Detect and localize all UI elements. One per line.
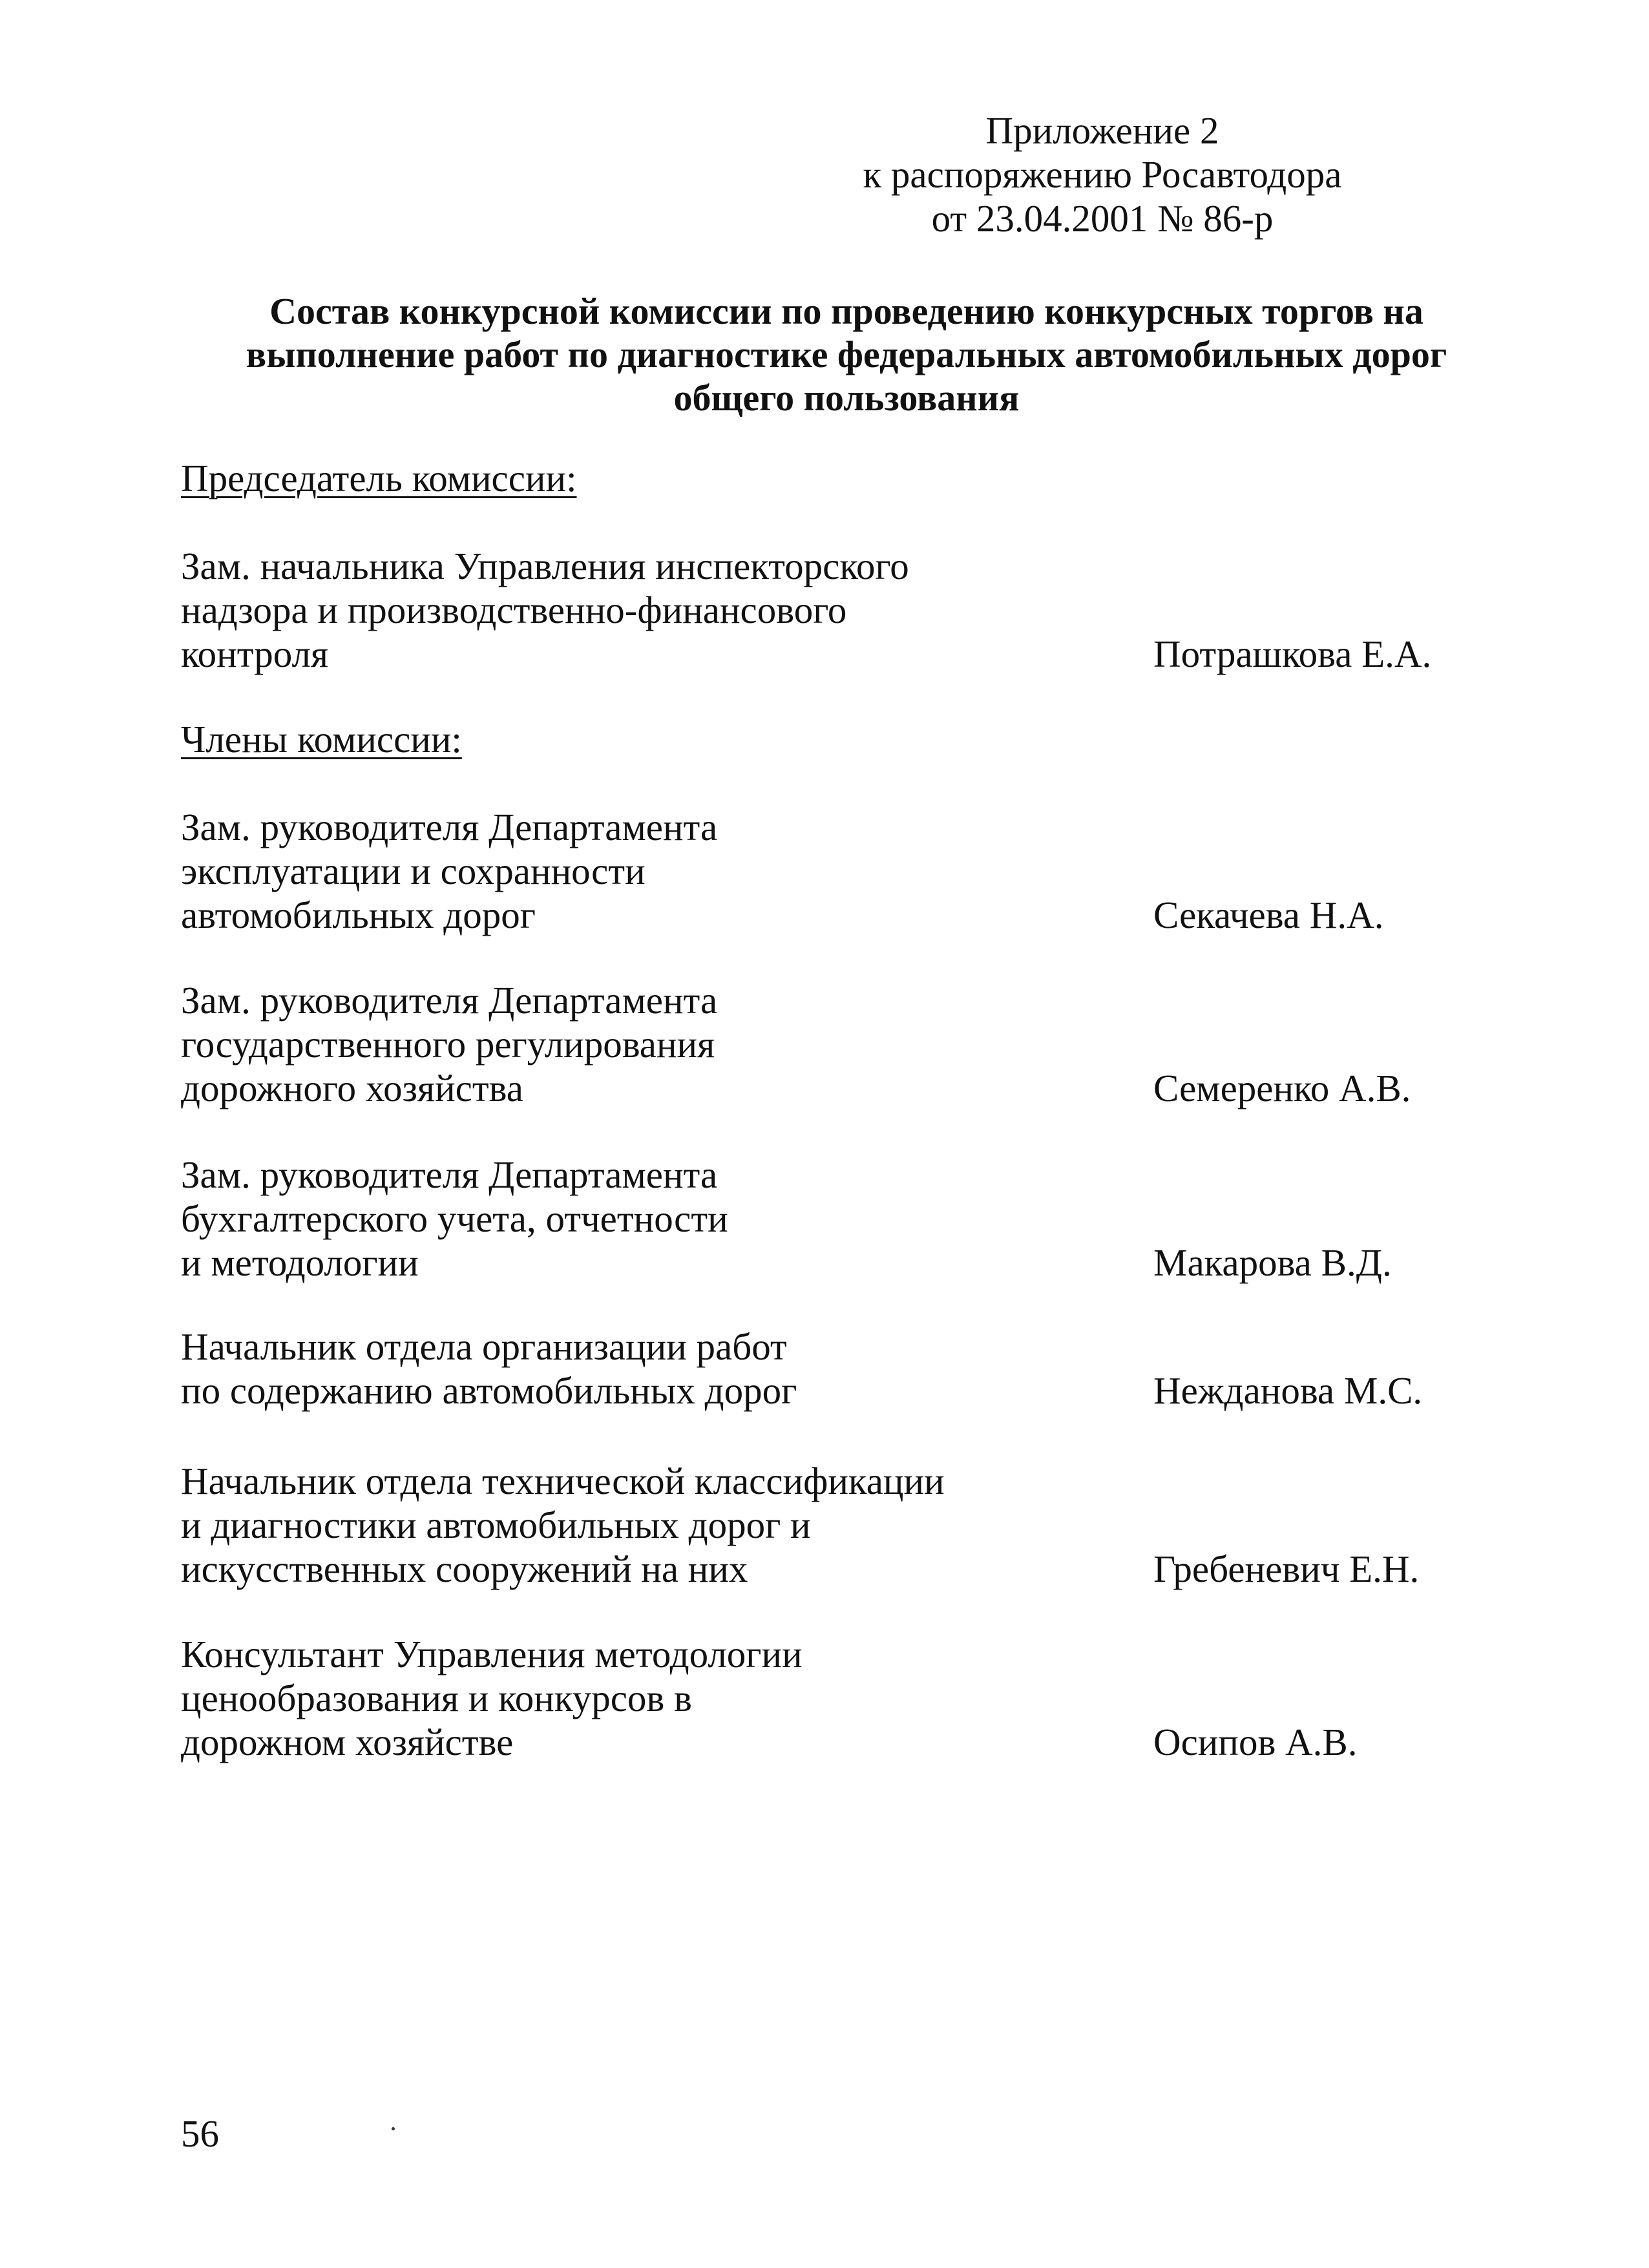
chairman-entry: [181, 540, 1441, 676]
page-number: 56: [181, 2112, 219, 2155]
position-line: Зам. руководителя Департамента: [181, 806, 718, 848]
annex-header: [779, 109, 1425, 240]
member-name: Макарова В.Д.: [1153, 1241, 1392, 1284]
member-position: [181, 1325, 1086, 1412]
member-name: Осипов А.В.: [1153, 1721, 1358, 1763]
member-entry: [181, 1628, 1441, 1764]
document-title: [162, 289, 1531, 419]
position-line: бухгалтерского учета, отчетности: [181, 1197, 728, 1240]
position-line: Начальник отдела технической классификации: [181, 1460, 945, 1502]
member-name: Секачева Н.А.: [1153, 894, 1384, 936]
position-line: контроля: [181, 633, 329, 675]
member-position: [181, 978, 1086, 1110]
annex-number: Приложение 2: [985, 109, 1219, 152]
member-position: [181, 1459, 1086, 1591]
chairman-heading: Председатель комиссии:: [181, 457, 577, 499]
position-line: ценообразования и конкурсов в: [181, 1677, 692, 1719]
member-entry: [181, 1149, 1441, 1285]
position-line: Зам. руководителя Департамента: [181, 1153, 718, 1196]
position-line: Консультант Управления методологии: [181, 1633, 803, 1675]
position-line: эксплуатации и сохранности: [181, 850, 646, 892]
position-line: искусственных сооружений на них: [181, 1548, 748, 1590]
member-entry: [181, 1455, 1441, 1591]
member-position: [181, 1153, 1086, 1285]
member-entry: [181, 974, 1441, 1110]
title-line-2: выполнение работ по диагностике федеральных автомобильных дорог: [246, 333, 1447, 375]
member-name: Нежданова М.С.: [1153, 1369, 1423, 1412]
member-position: [181, 544, 1086, 676]
members-heading: Члены комиссии:: [181, 718, 462, 761]
member-entry: [181, 1322, 1441, 1412]
position-line: надзора и производственно-финансового: [181, 589, 847, 631]
scan-speck: [392, 2127, 395, 2130]
position-line: государственного регулирования: [181, 1023, 715, 1066]
position-line: Зам. начальника Управления инспекторского: [181, 545, 909, 587]
position-line: Начальник отдела организации работ: [181, 1325, 787, 1368]
title-line-1: Состав конкурсной комиссии по проведению конкурсных торгов на: [269, 290, 1423, 332]
position-line: и диагностики автомобильных дорог и: [181, 1504, 811, 1546]
position-line: по содержанию автомобильных дорог: [181, 1369, 797, 1412]
member-position: [181, 805, 1086, 937]
annex-reference: к распоряжению Росавтодора: [863, 153, 1342, 196]
position-line: и методологии: [181, 1241, 419, 1284]
member-name: Семеренко А.В.: [1153, 1067, 1411, 1109]
member-position: [181, 1632, 1086, 1764]
title-line-3: общего пользования: [673, 377, 1020, 419]
position-line: дорожного хозяйства: [181, 1067, 523, 1109]
position-line: автомобильных дорог: [181, 894, 536, 936]
position-line: дорожном хозяйстве: [181, 1721, 514, 1763]
member-entry: [181, 801, 1441, 937]
annex-date: от 23.04.2001 № 86-р: [931, 197, 1274, 240]
position-line: Зам. руководителя Департамента: [181, 979, 718, 1022]
member-name: Потрашкова Е.А.: [1153, 633, 1432, 675]
member-name: Гребеневич Е.Н.: [1153, 1548, 1420, 1590]
